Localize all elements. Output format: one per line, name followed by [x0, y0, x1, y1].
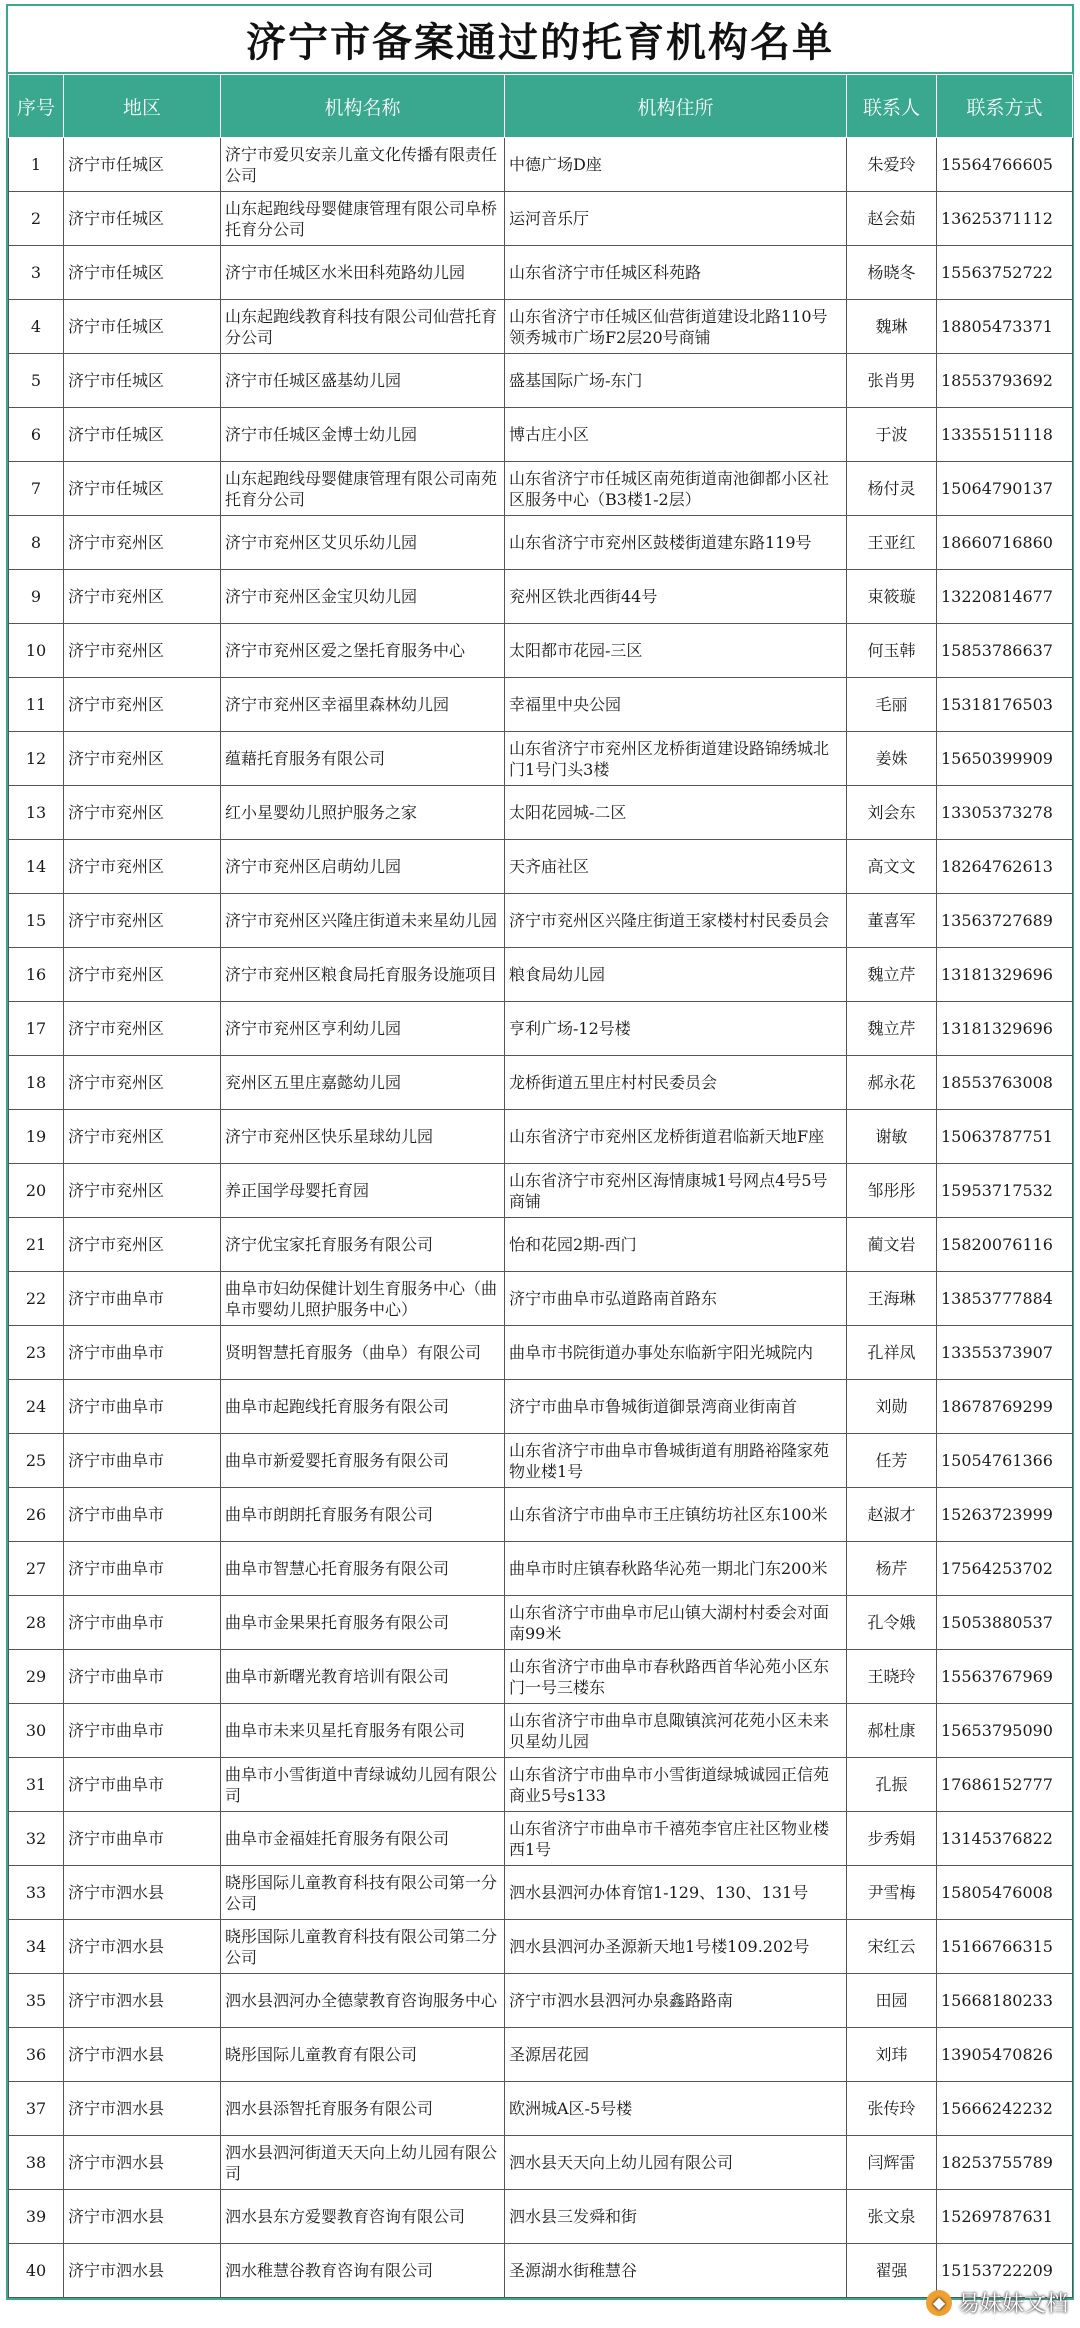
cell-contact-person: 王海琳	[847, 1272, 937, 1326]
cell-institution-name: 曲阜市金果果托育服务有限公司	[221, 1596, 505, 1650]
cell-region: 济宁市曲阜市	[64, 1596, 221, 1650]
cell-phone: 13220814677	[937, 570, 1073, 624]
cell-phone: 15650399909	[937, 732, 1073, 786]
document-sheet	[6, 4, 1074, 2300]
cell-address: 山东省济宁市曲阜市小雪街道绿城诚园正信苑商业5号s133	[505, 1758, 847, 1812]
header-contact-person: 联系人	[847, 75, 937, 138]
cell-institution-name: 曲阜市妇幼保健计划生育服务中心（曲阜市婴幼儿照护服务中心）	[221, 1272, 505, 1326]
cell-index: 14	[9, 840, 64, 894]
table-row	[9, 1542, 1073, 1596]
table-row	[9, 948, 1073, 1002]
cell-phone: 13145376822	[937, 1812, 1073, 1866]
cell-phone: 15153722209	[937, 2244, 1073, 2298]
watermark	[926, 2287, 1068, 2318]
cell-institution-name: 济宁市任城区水米田科苑路幼儿园	[221, 246, 505, 300]
cell-index: 15	[9, 894, 64, 948]
cell-index: 8	[9, 516, 64, 570]
registry-table	[8, 74, 1073, 2298]
cell-contact-person: 闫辉雷	[847, 2136, 937, 2190]
cell-institution-name: 山东起跑线母婴健康管理有限公司阜桥托育分公司	[221, 192, 505, 246]
cell-index: 23	[9, 1326, 64, 1380]
cell-institution-name: 曲阜市小雪街道中青绿诚幼儿园有限公司	[221, 1758, 505, 1812]
cell-index: 26	[9, 1488, 64, 1542]
cell-address: 怡和花园2期-西门	[505, 1218, 847, 1272]
cell-institution-name: 曲阜市朗朗托育服务有限公司	[221, 1488, 505, 1542]
cell-region: 济宁市兖州区	[64, 840, 221, 894]
table-row	[9, 2028, 1073, 2082]
cell-phone: 18805473371	[937, 300, 1073, 354]
cell-contact-person: 杨晓冬	[847, 246, 937, 300]
cell-institution-name: 济宁市任城区金博士幼儿园	[221, 408, 505, 462]
table-row	[9, 2244, 1073, 2298]
cell-region: 济宁市兖州区	[64, 1164, 221, 1218]
cell-index: 6	[9, 408, 64, 462]
cell-index: 30	[9, 1704, 64, 1758]
cell-phone: 15166766315	[937, 1920, 1073, 1974]
table-row	[9, 1596, 1073, 1650]
header-index: 序号	[9, 75, 64, 138]
cell-contact-person: 刘玮	[847, 2028, 937, 2082]
cell-phone: 15820076116	[937, 1218, 1073, 1272]
cell-region: 济宁市曲阜市	[64, 1650, 221, 1704]
cell-region: 济宁市任城区	[64, 408, 221, 462]
cell-institution-name: 济宁市爱贝安亲儿童文化传播有限责任公司	[221, 138, 505, 192]
table-row	[9, 1218, 1073, 1272]
cell-institution-name: 曲阜市起跑线托育服务有限公司	[221, 1380, 505, 1434]
cell-index: 29	[9, 1650, 64, 1704]
cell-phone: 15853786637	[937, 624, 1073, 678]
cell-institution-name: 晓彤国际儿童教育有限公司	[221, 2028, 505, 2082]
table-row	[9, 678, 1073, 732]
cell-contact-person: 何玉韩	[847, 624, 937, 678]
table-row	[9, 1866, 1073, 1920]
cell-contact-person: 张文泉	[847, 2190, 937, 2244]
cell-region: 济宁市任城区	[64, 138, 221, 192]
cell-institution-name: 济宁市兖州区快乐星球幼儿园	[221, 1110, 505, 1164]
cell-index: 40	[9, 2244, 64, 2298]
table-row	[9, 2190, 1073, 2244]
cell-phone: 15263723999	[937, 1488, 1073, 1542]
cell-contact-person: 董喜军	[847, 894, 937, 948]
cell-institution-name: 济宁市兖州区金宝贝幼儿园	[221, 570, 505, 624]
cell-region: 济宁市兖州区	[64, 948, 221, 1002]
cell-phone: 15564766605	[937, 138, 1073, 192]
cell-region: 济宁市任城区	[64, 354, 221, 408]
cell-institution-name: 曲阜市智慧心托育服务有限公司	[221, 1542, 505, 1596]
cell-contact-person: 谢敏	[847, 1110, 937, 1164]
cell-contact-person: 孔令娥	[847, 1596, 937, 1650]
cell-phone: 15064790137	[937, 462, 1073, 516]
cell-address: 山东省济宁市曲阜市鲁城街道有朋路裕隆家苑物业楼1号	[505, 1434, 847, 1488]
cell-contact-person: 魏琳	[847, 300, 937, 354]
cell-address: 太阳花园城-二区	[505, 786, 847, 840]
cell-index: 9	[9, 570, 64, 624]
cell-address: 博古庄小区	[505, 408, 847, 462]
table-row	[9, 1812, 1073, 1866]
cell-region: 济宁市泗水县	[64, 2082, 221, 2136]
cell-phone: 15269787631	[937, 2190, 1073, 2244]
cell-region: 济宁市泗水县	[64, 2028, 221, 2082]
cell-institution-name: 济宁市兖州区亨利幼儿园	[221, 1002, 505, 1056]
cell-region: 济宁市兖州区	[64, 1218, 221, 1272]
cell-index: 39	[9, 2190, 64, 2244]
cell-contact-person: 毛丽	[847, 678, 937, 732]
cell-phone: 15053880537	[937, 1596, 1073, 1650]
cell-contact-person: 高文文	[847, 840, 937, 894]
table-row	[9, 1002, 1073, 1056]
cell-region: 济宁市兖州区	[64, 516, 221, 570]
table-row	[9, 2082, 1073, 2136]
cell-address: 山东省济宁市曲阜市尼山镇大湖村村委会对面南99米	[505, 1596, 847, 1650]
cell-contact-person: 王亚红	[847, 516, 937, 570]
cell-address: 山东省济宁市曲阜市春秋路西首华沁苑小区东门一号三楼东	[505, 1650, 847, 1704]
cell-phone: 15805476008	[937, 1866, 1073, 1920]
cell-index: 11	[9, 678, 64, 732]
table-row	[9, 1326, 1073, 1380]
cell-index: 35	[9, 1974, 64, 2028]
cell-address: 泗水县泗河办体育馆1-129、130、131号	[505, 1866, 847, 1920]
cell-contact-person: 刘勋	[847, 1380, 937, 1434]
cell-phone: 13181329696	[937, 1002, 1073, 1056]
cell-address: 粮食局幼儿园	[505, 948, 847, 1002]
cell-region: 济宁市泗水县	[64, 1974, 221, 2028]
table-row	[9, 1488, 1073, 1542]
cell-contact-person: 翟强	[847, 2244, 937, 2298]
cell-index: 1	[9, 138, 64, 192]
cell-phone: 13625371112	[937, 192, 1073, 246]
table-row	[9, 1272, 1073, 1326]
cell-institution-name: 济宁市兖州区爱之堡托育服务中心	[221, 624, 505, 678]
cell-region: 济宁市曲阜市	[64, 1380, 221, 1434]
watermark-text: 易妹妹文档	[957, 2292, 1068, 2317]
cell-region: 济宁市任城区	[64, 246, 221, 300]
cell-address: 天齐庙社区	[505, 840, 847, 894]
cell-contact-person: 张传玲	[847, 2082, 937, 2136]
cell-address: 济宁市兖州区兴隆庄街道王家楼村村民委员会	[505, 894, 847, 948]
cell-institution-name: 贤明智慧托育服务（曲阜）有限公司	[221, 1326, 505, 1380]
cell-index: 19	[9, 1110, 64, 1164]
table-row	[9, 786, 1073, 840]
cell-address: 山东省济宁市兖州区龙桥街道君临新天地F座	[505, 1110, 847, 1164]
cell-address: 济宁市曲阜市鲁城街道御景湾商业街南首	[505, 1380, 847, 1434]
header-institution-name: 机构名称	[221, 75, 505, 138]
cell-contact-person: 魏立芹	[847, 1002, 937, 1056]
cell-region: 济宁市泗水县	[64, 1920, 221, 1974]
cell-index: 16	[9, 948, 64, 1002]
cell-address: 龙桥街道五里庄村村民委员会	[505, 1056, 847, 1110]
cell-phone: 13305373278	[937, 786, 1073, 840]
cell-address: 太阳都市花园-三区	[505, 624, 847, 678]
cell-phone: 13905470826	[937, 2028, 1073, 2082]
cell-phone: 18553793692	[937, 354, 1073, 408]
header-phone: 联系方式	[937, 75, 1073, 138]
cell-contact-person: 尹雪梅	[847, 1866, 937, 1920]
table-row	[9, 246, 1073, 300]
cell-phone: 13355151118	[937, 408, 1073, 462]
cell-region: 济宁市兖州区	[64, 1002, 221, 1056]
table-row	[9, 408, 1073, 462]
cell-index: 21	[9, 1218, 64, 1272]
cell-region: 济宁市曲阜市	[64, 1434, 221, 1488]
cell-address: 济宁市曲阜市弘道路南首路东	[505, 1272, 847, 1326]
cell-phone: 13563727689	[937, 894, 1073, 948]
table-row	[9, 624, 1073, 678]
cell-region: 济宁市任城区	[64, 462, 221, 516]
cell-region: 济宁市曲阜市	[64, 1272, 221, 1326]
cell-institution-name: 晓彤国际儿童教育科技有限公司第一分公司	[221, 1866, 505, 1920]
cell-phone: 15054761366	[937, 1434, 1073, 1488]
cell-institution-name: 山东起跑线母婴健康管理有限公司南苑托育分公司	[221, 462, 505, 516]
cell-institution-name: 济宁市兖州区兴隆庄街道未来星幼儿园	[221, 894, 505, 948]
cell-region: 济宁市曲阜市	[64, 1542, 221, 1596]
cell-phone: 18253755789	[937, 2136, 1073, 2190]
cell-institution-name: 济宁优宝家托育服务有限公司	[221, 1218, 505, 1272]
cell-phone: 18264762613	[937, 840, 1073, 894]
cell-address: 幸福里中央公园	[505, 678, 847, 732]
cell-index: 28	[9, 1596, 64, 1650]
cell-region: 济宁市曲阜市	[64, 1704, 221, 1758]
cell-institution-name: 济宁市兖州区粮食局托育服务设施项目	[221, 948, 505, 1002]
cell-index: 38	[9, 2136, 64, 2190]
table-header-row	[9, 75, 1073, 138]
cell-region: 济宁市兖州区	[64, 894, 221, 948]
cell-contact-person: 束筱璇	[847, 570, 937, 624]
cell-region: 济宁市兖州区	[64, 1110, 221, 1164]
table-row	[9, 1110, 1073, 1164]
cell-contact-person: 任芳	[847, 1434, 937, 1488]
cell-region: 济宁市泗水县	[64, 2190, 221, 2244]
cell-contact-person: 朱爱玲	[847, 138, 937, 192]
cell-region: 济宁市任城区	[64, 300, 221, 354]
cell-index: 27	[9, 1542, 64, 1596]
cell-phone: 15653795090	[937, 1704, 1073, 1758]
cell-institution-name: 泗水县东方爱婴教育咨询有限公司	[221, 2190, 505, 2244]
cell-index: 24	[9, 1380, 64, 1434]
table-row	[9, 570, 1073, 624]
table-row	[9, 192, 1073, 246]
cell-contact-person: 邹彤彤	[847, 1164, 937, 1218]
cell-address: 中德广场D座	[505, 138, 847, 192]
table-row	[9, 1704, 1073, 1758]
cell-phone: 13355373907	[937, 1326, 1073, 1380]
table-row	[9, 462, 1073, 516]
cell-contact-person: 蔺文岩	[847, 1218, 937, 1272]
cell-institution-name: 济宁市兖州区幸福里森林幼儿园	[221, 678, 505, 732]
cell-contact-person: 郝杜康	[847, 1704, 937, 1758]
cell-address: 圣源湖水街稚慧谷	[505, 2244, 847, 2298]
cell-region: 济宁市曲阜市	[64, 1326, 221, 1380]
cell-contact-person: 郝永花	[847, 1056, 937, 1110]
table-row	[9, 732, 1073, 786]
cell-index: 4	[9, 300, 64, 354]
header-address: 机构住所	[505, 75, 847, 138]
cell-index: 18	[9, 1056, 64, 1110]
cell-institution-name: 泗水县泗河街道天天向上幼儿园有限公司	[221, 2136, 505, 2190]
cell-address: 兖州区铁北西街44号	[505, 570, 847, 624]
cell-index: 5	[9, 354, 64, 408]
cell-index: 3	[9, 246, 64, 300]
cell-address: 欧洲城A区-5号楼	[505, 2082, 847, 2136]
cell-institution-name: 泗水稚慧谷教育咨询有限公司	[221, 2244, 505, 2298]
cell-address: 山东省济宁市曲阜市王庄镇纺坊社区东100米	[505, 1488, 847, 1542]
cell-contact-person: 步秀娟	[847, 1812, 937, 1866]
cell-institution-name: 泗水县泗河办全德蒙教育咨询服务中心	[221, 1974, 505, 2028]
cell-phone: 15953717532	[937, 1164, 1073, 1218]
cell-index: 13	[9, 786, 64, 840]
cell-address: 泗水县三发舜和街	[505, 2190, 847, 2244]
cell-index: 33	[9, 1866, 64, 1920]
cell-phone: 15318176503	[937, 678, 1073, 732]
cell-contact-person: 孔祥凤	[847, 1326, 937, 1380]
table-row	[9, 354, 1073, 408]
cell-phone: 15668180233	[937, 1974, 1073, 2028]
cell-index: 17	[9, 1002, 64, 1056]
cell-region: 济宁市兖州区	[64, 732, 221, 786]
cell-region: 济宁市任城区	[64, 192, 221, 246]
cell-address: 山东省济宁市兖州区鼓楼街道建东路119号	[505, 516, 847, 570]
cell-region: 济宁市泗水县	[64, 2136, 221, 2190]
cell-address: 济宁市泗水县泗河办泉鑫路路南	[505, 1974, 847, 2028]
cell-phone: 15563752722	[937, 246, 1073, 300]
cell-address: 曲阜市书院街道办事处东临新宇阳光城院内	[505, 1326, 847, 1380]
cell-index: 22	[9, 1272, 64, 1326]
cell-phone: 18678769299	[937, 1380, 1073, 1434]
cell-institution-name: 泗水县添智托育服务有限公司	[221, 2082, 505, 2136]
cell-institution-name: 济宁市兖州区艾贝乐幼儿园	[221, 516, 505, 570]
table-row	[9, 1380, 1073, 1434]
cell-phone: 17686152777	[937, 1758, 1073, 1812]
cell-region: 济宁市兖州区	[64, 1056, 221, 1110]
cell-contact-person: 魏立芹	[847, 948, 937, 1002]
cell-contact-person: 田园	[847, 1974, 937, 2028]
table-row	[9, 1758, 1073, 1812]
cell-address: 山东省济宁市兖州区龙桥街道建设路锦绣城北门1号门头3楼	[505, 732, 847, 786]
cell-contact-person: 王晓玲	[847, 1650, 937, 1704]
cell-address: 运河音乐厅	[505, 192, 847, 246]
cell-address: 山东省济宁市兖州区海情康城1号网点4号5号商铺	[505, 1164, 847, 1218]
cell-region: 济宁市泗水县	[64, 2244, 221, 2298]
cell-institution-name: 济宁市兖州区启萌幼儿园	[221, 840, 505, 894]
cell-phone: 13853777884	[937, 1272, 1073, 1326]
cell-region: 济宁市兖州区	[64, 624, 221, 678]
cell-index: 20	[9, 1164, 64, 1218]
cell-index: 12	[9, 732, 64, 786]
cell-institution-name: 曲阜市新曙光教育培训有限公司	[221, 1650, 505, 1704]
cell-institution-name: 济宁市任城区盛基幼儿园	[221, 354, 505, 408]
cell-contact-person: 孔振	[847, 1758, 937, 1812]
cell-address: 曲阜市时庄镇春秋路华沁苑一期北门东200米	[505, 1542, 847, 1596]
cell-region: 济宁市兖州区	[64, 786, 221, 840]
cell-institution-name: 兖州区五里庄嘉懿幼儿园	[221, 1056, 505, 1110]
cell-phone: 18553763008	[937, 1056, 1073, 1110]
table-row	[9, 138, 1073, 192]
table-row	[9, 1164, 1073, 1218]
wallet-icon: ◆	[926, 2290, 952, 2316]
cell-index: 25	[9, 1434, 64, 1488]
cell-phone: 18660716860	[937, 516, 1073, 570]
cell-address: 山东省济宁市任城区仙营街道建设北路110号领秀城市广场F2层20号商铺	[505, 300, 847, 354]
cell-institution-name: 养正国学母婴托育园	[221, 1164, 505, 1218]
cell-institution-name: 红小星婴幼儿照护服务之家	[221, 786, 505, 840]
cell-region: 济宁市曲阜市	[64, 1758, 221, 1812]
cell-contact-person: 赵淑才	[847, 1488, 937, 1542]
cell-index: 37	[9, 2082, 64, 2136]
cell-address: 亨利广场-12号楼	[505, 1002, 847, 1056]
cell-region: 济宁市兖州区	[64, 678, 221, 732]
cell-institution-name: 曲阜市未来贝星托育服务有限公司	[221, 1704, 505, 1758]
cell-institution-name: 曲阜市新爱婴托育服务有限公司	[221, 1434, 505, 1488]
cell-contact-person: 姜姝	[847, 732, 937, 786]
cell-phone: 15563767969	[937, 1650, 1073, 1704]
table-row	[9, 840, 1073, 894]
cell-address: 圣源居花园	[505, 2028, 847, 2082]
cell-institution-name: 晓彤国际儿童教育科技有限公司第二分公司	[221, 1920, 505, 1974]
cell-contact-person: 赵会茹	[847, 192, 937, 246]
cell-contact-person: 宋红云	[847, 1920, 937, 1974]
cell-institution-name: 山东起跑线教育科技有限公司仙营托育分公司	[221, 300, 505, 354]
cell-address: 山东省济宁市曲阜市息陬镇滨河花苑小区未来贝星幼儿园	[505, 1704, 847, 1758]
cell-phone: 15063787751	[937, 1110, 1073, 1164]
cell-contact-person: 杨芹	[847, 1542, 937, 1596]
cell-contact-person: 于波	[847, 408, 937, 462]
cell-contact-person: 张肖男	[847, 354, 937, 408]
cell-index: 36	[9, 2028, 64, 2082]
cell-index: 31	[9, 1758, 64, 1812]
cell-phone: 17564253702	[937, 1542, 1073, 1596]
cell-contact-person: 杨付灵	[847, 462, 937, 516]
cell-region: 济宁市泗水县	[64, 1866, 221, 1920]
table-row	[9, 300, 1073, 354]
cell-address: 泗水县泗河办圣源新天地1号楼109.202号	[505, 1920, 847, 1974]
cell-address: 山东省济宁市任城区科苑路	[505, 246, 847, 300]
cell-region: 济宁市曲阜市	[64, 1488, 221, 1542]
table-row	[9, 2136, 1073, 2190]
cell-phone: 13181329696	[937, 948, 1073, 1002]
cell-address: 泗水县天天向上幼儿园有限公司	[505, 2136, 847, 2190]
table-row	[9, 1650, 1073, 1704]
cell-institution-name: 曲阜市金福娃托育服务有限公司	[221, 1812, 505, 1866]
cell-address: 山东省济宁市任城区南苑街道南池御都小区社区服务中心（B3楼1-2层）	[505, 462, 847, 516]
table-row	[9, 516, 1073, 570]
cell-region: 济宁市曲阜市	[64, 1812, 221, 1866]
cell-phone: 15666242232	[937, 2082, 1073, 2136]
document-title: 济宁市备案通过的托育机构名单	[8, 6, 1072, 74]
cell-index: 2	[9, 192, 64, 246]
table-row	[9, 1056, 1073, 1110]
cell-index: 34	[9, 1920, 64, 1974]
cell-region: 济宁市兖州区	[64, 570, 221, 624]
table-row	[9, 1974, 1073, 2028]
header-region: 地区	[64, 75, 221, 138]
cell-index: 7	[9, 462, 64, 516]
cell-index: 32	[9, 1812, 64, 1866]
cell-address: 山东省济宁市曲阜市千禧苑李官庄社区物业楼西1号	[505, 1812, 847, 1866]
table-row	[9, 1434, 1073, 1488]
cell-institution-name: 蕴藉托育服务有限公司	[221, 732, 505, 786]
cell-index: 10	[9, 624, 64, 678]
table-row	[9, 894, 1073, 948]
table-row	[9, 1920, 1073, 1974]
cell-address: 盛基国际广场-东门	[505, 354, 847, 408]
cell-contact-person: 刘会东	[847, 786, 937, 840]
